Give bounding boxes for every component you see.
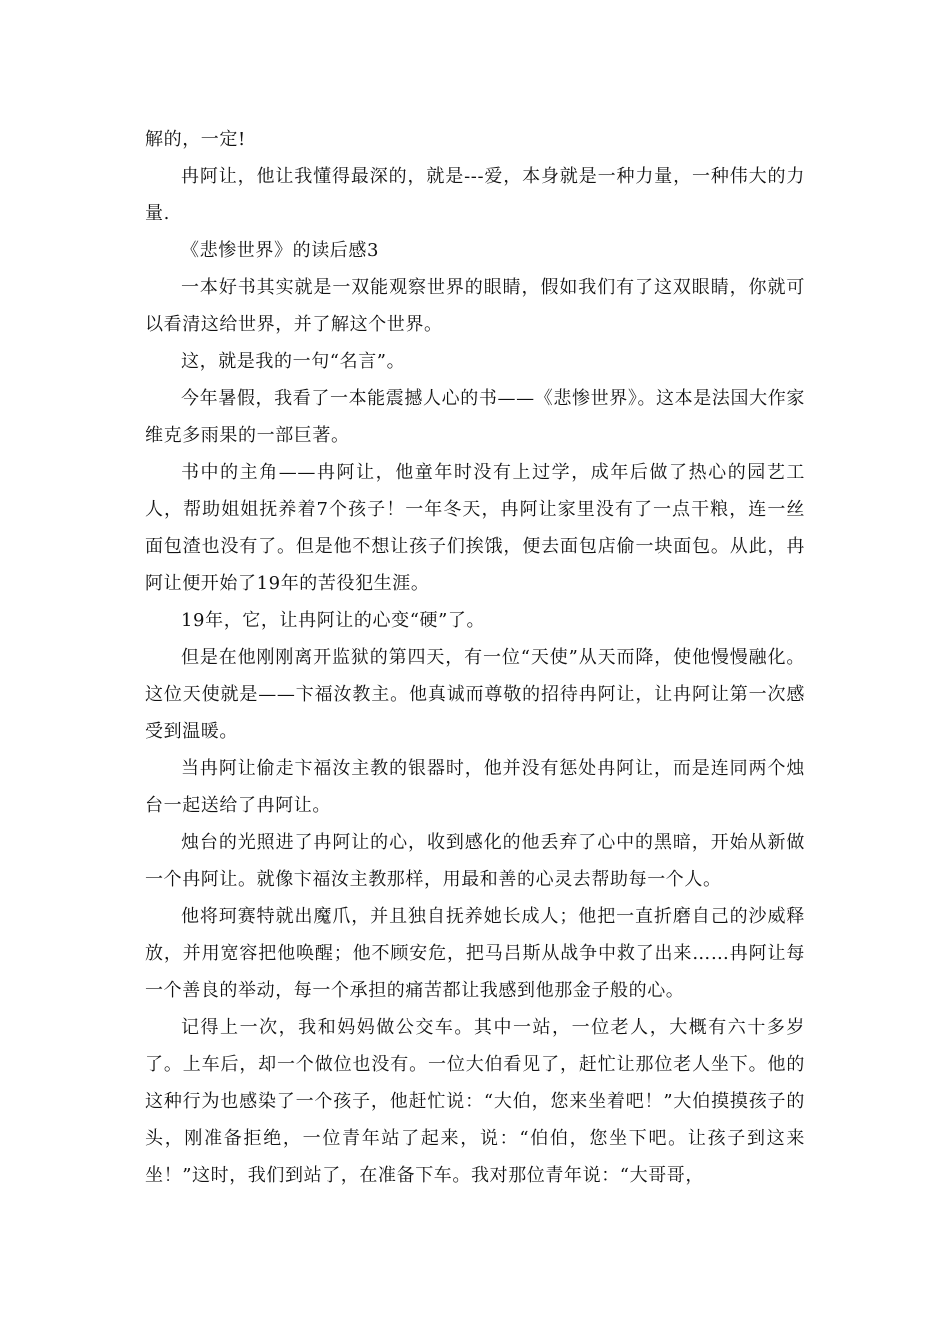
paragraph: 一本好书其实就是一双能观察世界的眼睛，假如我们有了这双眼睛，你就可以看清这给世界，并了解这个世界。 [145, 277, 805, 335]
paragraph: 冉阿让，他让我懂得最深的，就是---爱，本身就是一种力量，一种伟大的力量. [145, 166, 805, 224]
paragraph: 记得上一次，我和妈妈做公交车。其中一站，一位老人，大概有六十多岁了。上车后，却一个做位也没有。一位大伯看见了，赶忙让那位老人坐下。他的这种行为也感染了一个孩子，他赶忙说：“大伯，您来坐着吧！”大伯摸摸孩子的头，刚准备拒绝，一位青年站了起来，说：“伯伯，您坐下吧。让孩子到这来坐！”这时，我们到站了，在准备下车。我对那位青年说：“大哥哥， [145, 1017, 805, 1186]
paragraph: 他将珂赛特就出魔爪，并且独自抚养她长成人；他把一直折磨自己的沙威释放，并用宽容把他唤醒；他不顾安危，把马吕斯从战争中救了出来……冉阿让每一个善良的举动，每一个承担的痛苦都让我感到他那金子般的心。 [145, 906, 805, 1001]
paragraph: 19年，它，让冉阿让的心变“硬”了。 [181, 610, 486, 631]
paragraph: 烛台的光照进了冉阿让的心，收到感化的他丢弃了心中的黑暗，开始从新做一个冉阿让。就像卞福汝主教那样，用最和善的心灵去帮助每一个人。 [145, 832, 805, 890]
paragraph: 今年暑假，我看了一本能震撼人心的书——《悲惨世界》。这本是法国大作家维克多雨果的一部巨著。 [145, 388, 805, 446]
paragraph: 这，就是我的一句“名言”。 [181, 351, 406, 372]
paragraph: 但是在他刚刚离开监狱的第四天，有一位“天使”从天而降，使他慢慢融化。这位天使就是——卞福汝教主。他真诚而尊敬的招待冉阿让，让冉阿让第一次感受到温暖。 [145, 647, 805, 742]
section-title: 《悲惨世界》的读后感3 [181, 240, 380, 261]
paragraph: 当冉阿让偷走卞福汝主教的银器时，他并没有惩处冉阿让，而是连同两个烛台一起送给了冉阿让。 [145, 758, 805, 816]
paragraph: 书中的主角——冉阿让，他童年时没有上过学，成年后做了热心的园艺工人，帮助姐姐抚养着7个孩子！一年冬天，冉阿让家里没有了一点干粮，连一丝面包渣也没有了。但是他不想让孩子们挨饿，便去面包店偷一块面包。从此，冉阿让便开始了19年的苦役犯生涯。 [145, 462, 805, 594]
paragraph: 解的，一定! [145, 129, 246, 150]
document-body [145, 121, 805, 1194]
